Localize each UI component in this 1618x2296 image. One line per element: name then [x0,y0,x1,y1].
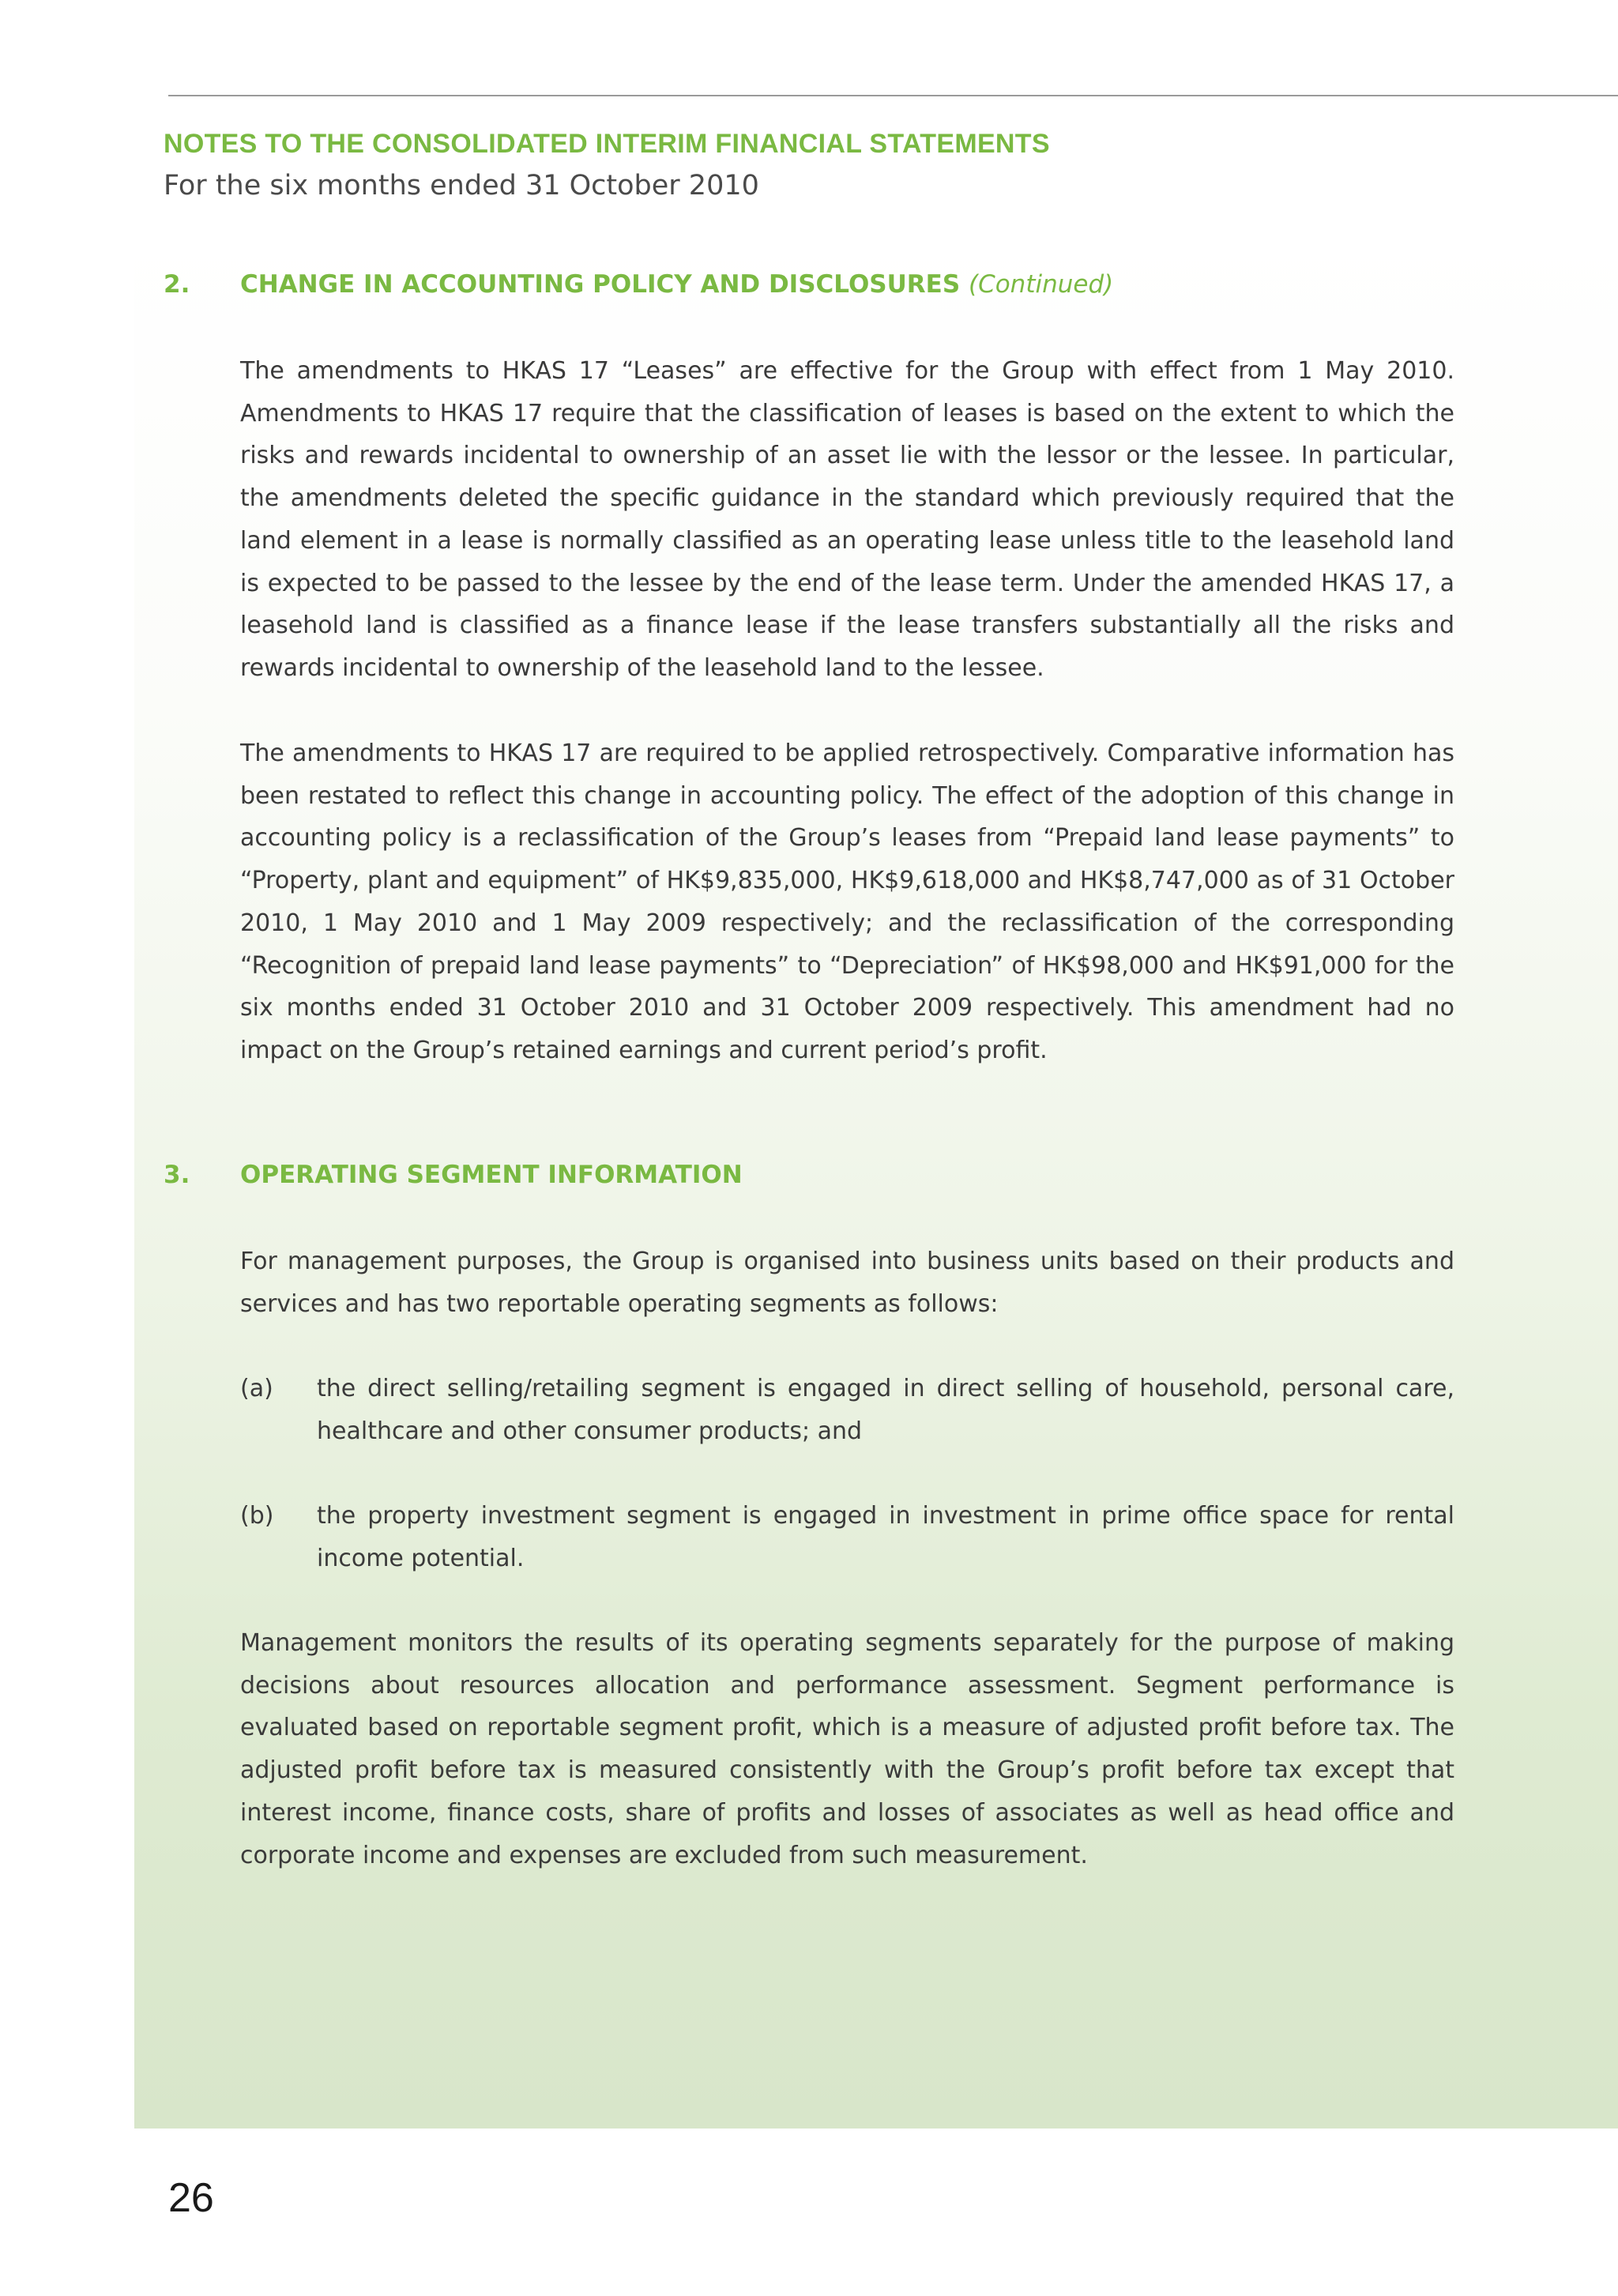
page-number: 26 [168,2175,214,2221]
section-3-title: OPERATING SEGMENT INFORMATION [240,1161,743,1189]
section-2-title: CHANGE IN ACCOUNTING POLICY AND DISCLOSURES [240,270,961,299]
header-rule [168,95,1618,96]
section-2-continued: (Continued) [968,270,1114,299]
list-item-a-label: (a) [240,1375,273,1402]
section-2-number: 2. [164,270,190,299]
section-2-paragraph-1: The amendments to HKAS 17 “Leases” are effective for the Group with effect from 1 May 2010. Amendments to HKAS 17 require that the classification of leases is based on the extent to which the risks and rewards incidental to ownership of an asset lie with the lessor or the lessee. In particular, the amendments deleted the specific guidance in the standard which previously required that the land element in a lease is normally classified as an operating lease unless title to the leasehold land is expected to be passed to the lessee by the end of the lease term. Under the amended HKAS 17, a leasehold land is classified as a finance lease if the lease transfers substantially all the risks and rewards incidental to ownership of the leasehold land to the lessee. [240,357,1454,682]
section-2-paragraph-2: The amendments to HKAS 17 are required to be applied retrospectively. Comparative information has been restated to reflect this change in accounting policy. The effect of the adoption of this change in accounting policy is a reclassification of the Group’s leases from “Prepaid land lease payments” to “Property, plant and equipment” of HK$9,835,000, HK$9,618,000 and HK$8,747,000 as of 31 October 2010, 1 May 2010 and 1 May 2009 respectively; and the reclassification of the corresponding “Recognition of prepaid land lease payments” to “Depreciation” of HK$98,000 and HK$91,000 for the six months ended 31 October 2010 and 31 October 2009 respectively. This amendment had no impact on the Group’s retained earnings and current period’s profit. [240,740,1454,1064]
page-title: NOTES TO THE CONSOLIDATED INTERIM FINANCIAL STATEMENTS [164,129,1050,159]
section-3-paragraph-1: For management purposes, the Group is organised into business units based on their products and services and has two reportable operating segments as follows: [240,1248,1454,1318]
section-2-heading [240,270,1113,299]
list-item-b-label: (b) [240,1502,274,1530]
page-subtitle: For the six months ended 31 October 2010 [164,170,759,201]
list-item-b-text: the property investment segment is engaged in investment in prime office space for rental income potential. [317,1502,1454,1572]
list-item-a-text: the direct selling/retailing segment is engaged in direct selling of household, personal care, healthcare and other consumer products; and [317,1375,1454,1445]
section-3-paragraph-2: Management monitors the results of its operating segments separately for the purpose of making decisions about resources allocation and performance assessment. Segment performance is evaluated based on reportable segment profit, which is a measure of adjusted profit before tax. The adjusted profit before tax is measured consistently with the Group’s profit before tax except that interest income, finance costs, share of profits and losses of associates as well as head office and corporate income and expenses are excluded from such measurement. [240,1629,1454,1869]
section-3-number: 3. [164,1161,190,1189]
